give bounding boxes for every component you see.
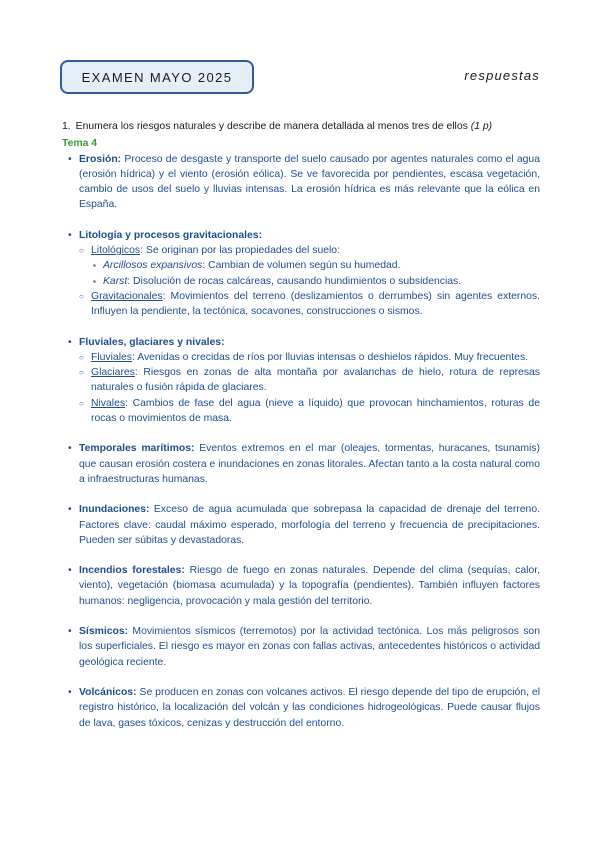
question-text: Enumera los riesgos naturales y describe de manera detallada al menos tres de ellos bbox=[75, 121, 468, 132]
sub-text: : Avenidas o crecidas de ríos por lluvias intensas o deshielos rápidos. Muy frecuentes. bbox=[132, 351, 529, 363]
exam-title-box bbox=[60, 60, 254, 94]
sub-item-nivales bbox=[79, 396, 540, 427]
risk-title: Erosión: bbox=[79, 153, 122, 165]
risk-litologia bbox=[62, 228, 540, 320]
risk-title: Litología y procesos gravitacionales: bbox=[79, 229, 263, 241]
sub-term: Gravitacionales bbox=[91, 290, 163, 302]
sub-text: : Se originan por las propiedades del suelo: bbox=[140, 245, 340, 257]
sub-term: Nivales bbox=[91, 397, 126, 409]
exam-title: EXAMEN MAYO 2025 bbox=[81, 69, 233, 85]
sub-sub-term: Arcillosos expansivos bbox=[103, 260, 203, 272]
sub-text: : Movimientos del terreno (deslizamientos o derrumbes) sin agentes externos. Influyen la pendiente, la tectónica, socavones, construcciones o sismos. bbox=[91, 290, 540, 318]
sub-sub-list bbox=[91, 258, 540, 289]
tema-label: Tema 4 bbox=[62, 138, 98, 150]
risk-volcanicos bbox=[62, 685, 540, 731]
risk-text: Proceso de desgaste y transporte del suelo causado por agentes naturales como el agua (erosión hídrica) y el viento (erosión eólica). Se ve favorecida por pendientes, escasa vegetación, cambio de usos del suelo y lluvias intensas. La erosión hídrica es más relevante que la eólica en España. bbox=[79, 153, 540, 211]
sub-list bbox=[79, 243, 540, 319]
risk-list bbox=[62, 152, 540, 731]
risk-title: Incendios forestales: bbox=[79, 565, 185, 577]
sub-sub-item-arcillosos bbox=[91, 258, 540, 273]
question-points: (1 p) bbox=[470, 121, 493, 132]
sub-item-fluviales bbox=[79, 350, 540, 365]
answers-label: respuestas bbox=[464, 68, 540, 83]
risk-text: Eventos extremos en el mar (oleajes, tormentas, huracanes, tsunamis) que causan erosión costera e inundaciones en zonas litorales. Afectan tanto a la costa natural como a infraestructuras humanas. bbox=[79, 443, 541, 485]
risk-incendios bbox=[62, 563, 540, 609]
sub-item-gravitacionales bbox=[79, 289, 540, 320]
sub-term: Fluviales bbox=[91, 351, 132, 363]
sub-sub-text: : Cambian de volumen según su humedad. bbox=[202, 260, 401, 272]
sub-item-glaciares bbox=[79, 365, 540, 396]
risk-title: Inundaciones: bbox=[79, 504, 150, 516]
risk-temporales bbox=[62, 441, 540, 487]
sub-list bbox=[79, 350, 540, 426]
sub-item-litologicos bbox=[79, 243, 540, 289]
risk-text: Riesgo de fuego en zonas naturales. Depende del clima (sequías, calor, viento), vegetación (biomasa acumulada) y la topografía (pendientes). También influyen factores humanos: negligencia, provocación y mala gestión del territorio. bbox=[79, 565, 541, 607]
risk-text: Movimientos sísmicos (terremotos) por la actividad tectónica. Los más peligrosos son los superficiales. El riesgo es mayor en zonas con fallas activas, antecedentes históricos o actividad geológica reciente. bbox=[79, 626, 540, 668]
sub-sub-text: : Disolución de rocas calcáreas, causando hundimientos o subsidencias. bbox=[127, 275, 462, 287]
risk-fluviales bbox=[62, 335, 540, 427]
sub-text: : Cambios de fase del agua (nieve a líquido) que provocan hinchamientos, roturas de rocas o movimientos de masa. bbox=[91, 397, 540, 425]
risk-sismicos bbox=[62, 624, 540, 670]
risk-title: Volcánicos: bbox=[79, 686, 137, 698]
document-body bbox=[62, 119, 540, 731]
risk-erosion bbox=[62, 152, 540, 213]
sub-term: Glaciares bbox=[91, 367, 135, 379]
risk-title: Fluviales, glaciares y nivales: bbox=[79, 336, 225, 348]
question-number: 1. bbox=[62, 121, 71, 132]
risk-title: Temporales marítimos: bbox=[79, 443, 195, 455]
sub-sub-item-karst bbox=[91, 274, 540, 289]
risk-title: Sísmicos: bbox=[79, 626, 129, 638]
question-line bbox=[62, 119, 540, 134]
risk-text: Exceso de agua acumulada que sobrepasa la capacidad de drenaje del terreno. Factores clave: caudal máximo esperado, morfología del terreno y frecuencia de precipitaciones. Pueden ser súbitas y devastadoras. bbox=[79, 504, 540, 546]
sub-text: : Riesgos en zonas de alta montaña por avalanchas de hielo, rotura de represas naturales o fusión rápida de glaciares. bbox=[91, 367, 540, 394]
risk-inundaciones bbox=[62, 502, 540, 548]
risk-text: Se producen en zonas con volcanes activos. El riesgo depende del tipo de erupción, el registro histórico, la localización del volcán y las condiciones hidrogeológicas. Puede causar flujos de lava, gases tóxicos, cenizas y destrucción del entorno. bbox=[79, 686, 540, 729]
sub-sub-term: Karst bbox=[103, 275, 128, 287]
sub-term: Litológicos bbox=[91, 245, 141, 257]
